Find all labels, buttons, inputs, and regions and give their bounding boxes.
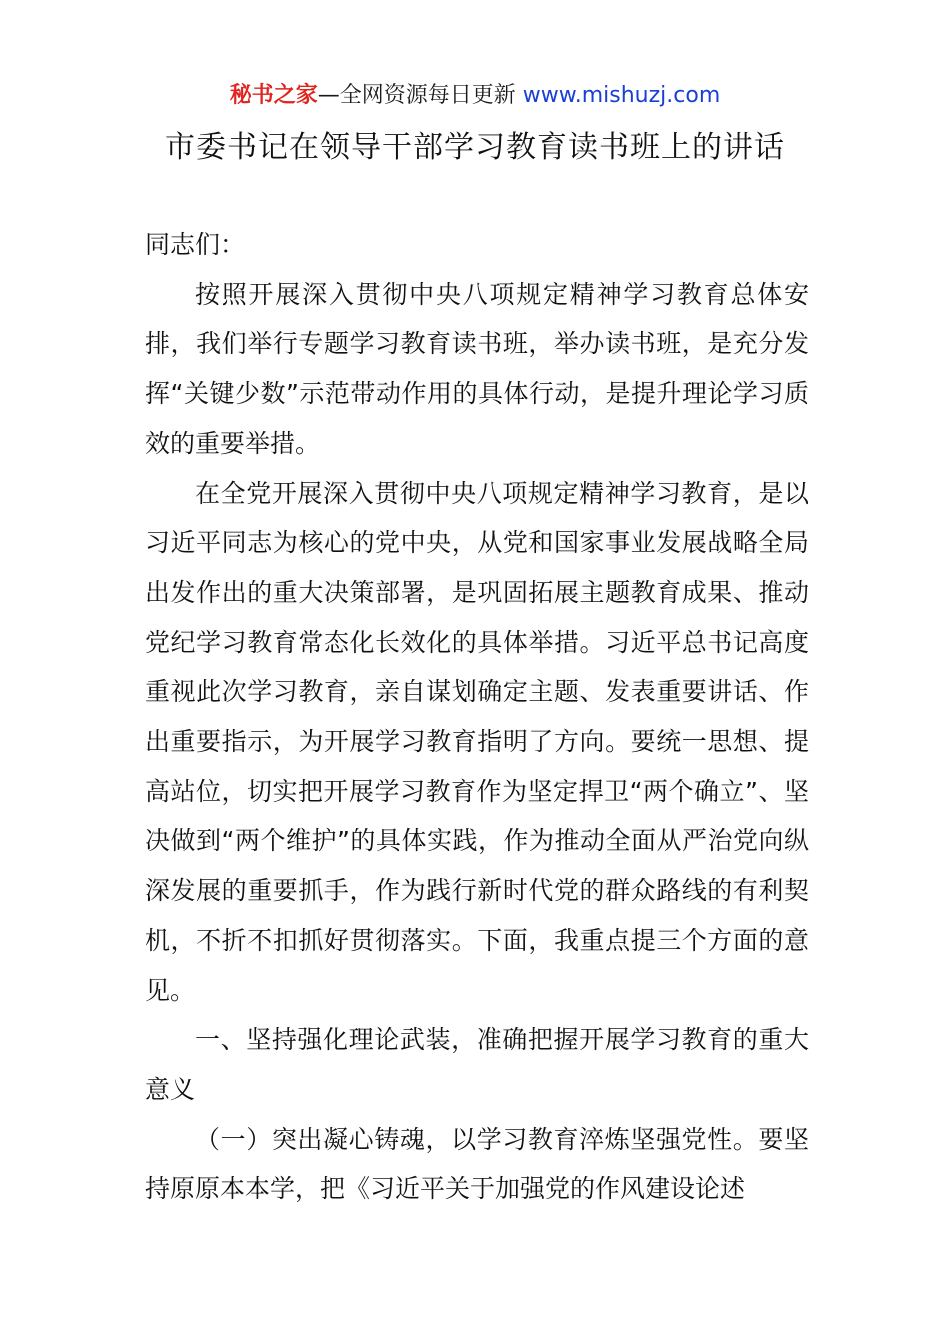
site-url-link[interactable]: www.mishuzj.com xyxy=(522,83,721,108)
subsection-paragraph: （一）突出凝心铸魂，以学习教育淬炼坚强党性。要坚持原原本本学，把《习近平关于加强党的作风建设论述 xyxy=(145,1124,809,1204)
site-tagline: —全网资源每日更新 xyxy=(317,83,523,108)
body-paragraph: 在全党开展深入贯彻中央八项规定精神学习教育，是以习近平同志为核心的党中央，从党和国家事业发展战略全局出发作出的重大决策部署，是巩固拓展主题教育成果、推动党纪学习教育常态化长效化的具体举措。习近平总书记高度重视此次学习教育，亲自谋划确定主题、发表重要讲话、作出重要指示，为开展学习教育指明了方向。要统一思想、提高站位，切实把开展学习教育作为坚定捍卫“两个确立”、坚决做到“两个维护”的具体实践，作为推动全面从严治党向纵深发展的重要抓手，作为践行新时代党的群众路线的有利契机，不折不扣抓好贯彻落实。下面，我重点提三个方面的意见。 xyxy=(145,478,809,1005)
body-paragraph: 按照开展深入贯彻中央八项规定精神学习教育总体安排，我们举行专题学习教育读书班，举办读书班，是充分发挥“关键少数”示范带动作用的具体行动，是提升理论学习质效的重要举措。 xyxy=(145,279,809,458)
site-brand: 秘书之家 xyxy=(229,83,318,108)
site-header xyxy=(0,80,950,112)
document-title: 市委书记在领导干部学习教育读书班上的讲话 xyxy=(165,130,785,165)
salutation: 同志们： xyxy=(145,230,246,259)
document-body xyxy=(145,220,809,1214)
section-heading: 一、坚持强化理论武装，准确把握开展学习教育的重大意义 xyxy=(145,1025,809,1104)
